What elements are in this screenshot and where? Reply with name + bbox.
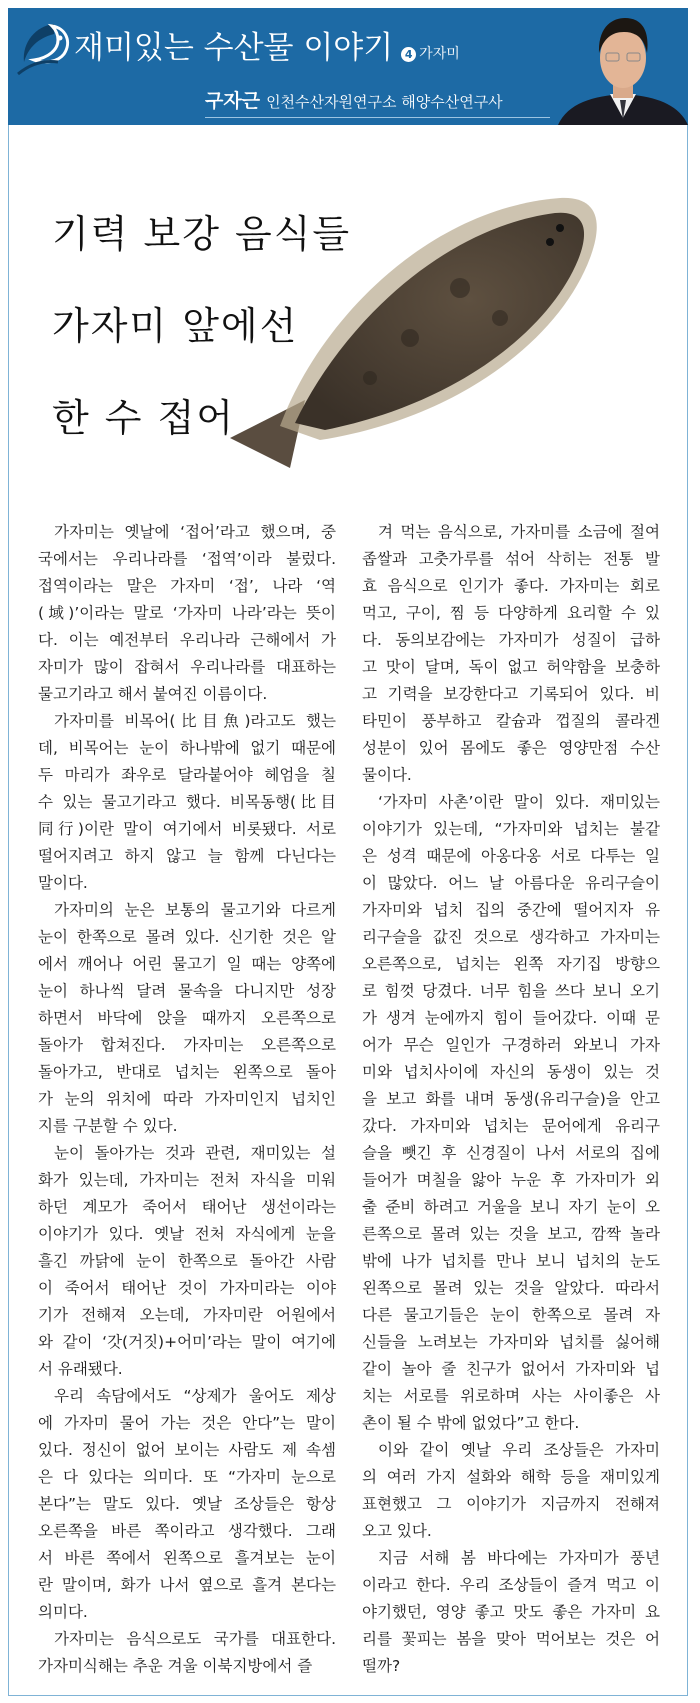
text-line: 기가 전해져 오는데, 가자미란 어원에서 bbox=[38, 1306, 336, 1324]
text-line: 하던 계모가 죽어서 태어난 생선이라는 bbox=[38, 1198, 336, 1216]
text-line: 자미가 많이 잡혀서 우리나라를 대표하는 bbox=[38, 658, 336, 676]
text-line: 가자미는 음식으로도 국가를 대표한다. bbox=[54, 1630, 336, 1648]
text-line: 수 있는 물고기라고 했다. 비목동행(比目 bbox=[38, 793, 336, 811]
text-line: 화가 있는데, 가자미는 전처 자식을 미워 bbox=[38, 1171, 336, 1189]
article-column-left bbox=[38, 519, 336, 1680]
text-line: 왼쪽으로 몰려 있는 것을 알았다. 따라서 bbox=[362, 1279, 660, 1297]
text-line: 우리 속담에서도 “상제가 울어도 제상 bbox=[54, 1387, 336, 1405]
text-line: 미와 넙치사이에 자신의 동생이 있는 것 bbox=[362, 1063, 660, 1081]
series-title-row bbox=[74, 22, 460, 67]
text-line: 있다. 정신이 없어 보이는 사람도 제 속셈 bbox=[38, 1441, 336, 1459]
text-line: 오른쪽으로, 넙치는 왼쪽 자기집 방향으 bbox=[362, 955, 660, 973]
text-line: 지금 서해 봄 바다에는 가자미가 풍년 bbox=[378, 1549, 660, 1567]
text-line: 오른쪽을 바른 쪽이라고 생각했다. 그래 bbox=[38, 1522, 336, 1540]
text-line: 다. 동의보감에는 가자미가 성질이 급하 bbox=[362, 631, 660, 649]
text-line: 눈이 하나씩 달려 물속을 다니지만 성장 bbox=[38, 982, 336, 1000]
episode-title: 가자미 bbox=[419, 46, 460, 62]
text-line: 른쪽으로 몰려 있는 것을 보고, 깜짝 놀라 bbox=[362, 1225, 660, 1243]
text-line: (域)’이라는 말로 ‘가자미 나라’라는 뜻이 bbox=[38, 604, 336, 622]
text-line: 본다”는 말도 있다. 옛날 조상들은 항상 bbox=[38, 1495, 336, 1513]
text-line: 먹고, 구이, 찜 등 다양하게 요리할 수 있 bbox=[362, 604, 660, 622]
author-name: 구자근 bbox=[205, 90, 261, 112]
text-line: 가 생겨 눈에까지 힘이 들어갔다. 이때 문 bbox=[362, 1009, 660, 1027]
text-line: 눈이 돌아가는 것과 관련, 재미있는 설 bbox=[54, 1144, 336, 1162]
episode-label bbox=[401, 43, 460, 63]
text-line: 란 말이며, 화가 나서 옆으로 흘겨 본다는 bbox=[38, 1576, 336, 1594]
headline-line: 기력 보강 음식들 bbox=[52, 212, 352, 256]
text-line: 출 준비 하려고 거울을 보니 자기 눈이 오 bbox=[362, 1198, 660, 1216]
text-line: 가자미를 비목어(比目魚)라고도 했는 bbox=[54, 712, 336, 730]
text-line: 어가 무슨 일인가 구경하러 와보니 가자 bbox=[362, 1036, 660, 1054]
text-line: 국에서는 우리나라를 ‘접역’이라 불렀다. bbox=[38, 550, 336, 568]
text-line: 이 죽어서 태어난 것이 가자미라는 이야 bbox=[38, 1279, 336, 1297]
text-line: 촌이 될 수 밖에 없었다”고 한다. bbox=[362, 1414, 580, 1432]
text-line: 데, 비목어는 눈이 하나밖에 없기 때문에 bbox=[38, 739, 336, 757]
text-line: 이 많았다. 어느 날 아름다운 유리구슬이 bbox=[362, 874, 660, 892]
text-line: 고 맛이 달며, 독이 없고 허약함을 보충하 bbox=[362, 658, 660, 676]
text-line: 가 눈의 위치에 따라 가자미인지 넙치인 bbox=[38, 1090, 336, 1108]
text-line: 떨까? bbox=[362, 1657, 401, 1675]
text-line: 와 같이 ‘갓(거짓)+어미’라는 말이 여기에 bbox=[38, 1333, 336, 1351]
flatfish-photo bbox=[210, 168, 610, 513]
text-line: ‘가자미 사촌’이란 말이 있다. 재미있는 bbox=[378, 793, 660, 811]
text-line: 물고기라고 해서 붙여진 이름이다. bbox=[38, 685, 268, 703]
text-line: 눈이 한쪽으로 몰려 있다. 신기한 것은 알 bbox=[38, 928, 336, 946]
text-line: 가자미는 옛날에 ‘접어’라고 했으며, 중 bbox=[54, 523, 336, 541]
text-line: 접역이라는 말은 가자미 ‘접’, 나라 ‘역 bbox=[38, 577, 336, 595]
text-line: 의미다. bbox=[38, 1603, 88, 1621]
text-line: 같이 놀아 줄 친구가 없어서 가자미와 넙 bbox=[362, 1360, 660, 1378]
fish-logo-icon bbox=[14, 18, 76, 78]
text-line: 좁쌀과 고춧가루를 섞어 삭히는 전통 발 bbox=[362, 550, 660, 568]
episode-number: 4 bbox=[401, 47, 416, 62]
text-line: 돌아가고, 반대로 넙치는 왼쪽으로 돌아 bbox=[38, 1063, 336, 1081]
text-line: 하면서 바닥에 앉을 때까지 오른쪽으로 bbox=[38, 1009, 336, 1027]
text-line: 밖에 나가 넙치를 만나 보니 넙치의 눈도 bbox=[362, 1252, 660, 1270]
text-line: 이라고 한다. 우리 조상들이 즐겨 먹고 이 bbox=[362, 1576, 660, 1594]
text-line: 지를 구분할 수 있다. bbox=[38, 1117, 178, 1135]
text-line: 의 여러 가지 설화와 해학 등을 재미있게 bbox=[362, 1468, 660, 1486]
text-line: 가자미의 눈은 보통의 물고기와 다르게 bbox=[54, 901, 336, 919]
text-line: 에서 깨어나 어린 물고기 일 때는 양쪽에 bbox=[38, 955, 336, 973]
headline-line: 가자미 앞에선 bbox=[52, 304, 299, 348]
text-line: 고 기력을 보강한다고 기록되어 있다. 비 bbox=[362, 685, 660, 703]
text-line: 슬을 뺏긴 후 신경질이 나서 서로의 집에 bbox=[362, 1144, 660, 1162]
text-line: 흘긴 까닭에 눈이 한쪽으로 돌아간 사람 bbox=[38, 1252, 336, 1270]
article-column-right bbox=[362, 519, 660, 1680]
text-line: 서 바른 쪽에서 왼쪽으로 흘겨보는 눈이 bbox=[38, 1549, 336, 1567]
text-line: 로 힘껏 당겼다. 너무 힘을 쓰다 보니 오기 bbox=[362, 982, 660, 1000]
text-line: 리구슬을 값진 것으로 생각하고 가자미는 bbox=[362, 928, 660, 946]
series-title: 재미있는 수산물 이야기 bbox=[74, 30, 394, 66]
text-line: 은 다 있다는 의미다. 또 “가자미 눈으로 bbox=[38, 1468, 336, 1486]
text-line: 떨어지려고 하지 않고 늘 함께 다닌다는 bbox=[38, 847, 336, 865]
text-line: 신들을 노려보는 가자미와 넙치를 싫어해 bbox=[362, 1333, 660, 1351]
author-photo bbox=[558, 8, 688, 125]
text-line: 가자미와 넙치 집의 중간에 떨어지자 유 bbox=[362, 901, 660, 919]
text-line: 오고 있다. bbox=[362, 1522, 432, 1540]
text-line: 은 성격 때문에 아옹다옹 서로 다투는 일 bbox=[362, 847, 660, 865]
text-line: 효 음식으로 인기가 좋다. 가자미는 회로 bbox=[362, 577, 660, 595]
text-line: 돌아가 합쳐진다. 가자미는 오른쪽으로 bbox=[38, 1036, 336, 1054]
text-line: 서 유래됐다. bbox=[38, 1360, 123, 1378]
text-line: 표현했고 그 이야기가 지금까지 전해져 bbox=[362, 1495, 660, 1513]
text-line: 겨 먹는 음식으로, 가자미를 소금에 절여 bbox=[378, 523, 660, 541]
text-line: 성분이 있어 몸에도 좋은 영양만점 수산 bbox=[362, 739, 660, 757]
headline-line: 한 수 접어 bbox=[52, 396, 235, 440]
author-affiliation: 인천수산자원연구소 해양수산연구사 bbox=[266, 93, 503, 111]
byline bbox=[205, 86, 550, 118]
text-line: 치는 서로를 위로하며 사는 사이좋은 사 bbox=[362, 1387, 660, 1405]
text-line: 이야기가 있는데, “가자미와 넙치는 불같 bbox=[362, 820, 660, 838]
text-line: 다. 이는 예전부터 우리나라 근해에서 가 bbox=[38, 631, 336, 649]
text-line: 가자미식해는 추운 겨울 이북지방에서 즐 bbox=[38, 1657, 313, 1675]
text-line: 두 마리가 좌우로 달라붙어야 헤엄을 칠 bbox=[38, 766, 336, 784]
text-line: 타민이 풍부하고 칼슘과 껍질의 콜라겐 bbox=[362, 712, 660, 730]
text-line: 을 보고 화를 내며 동생(유리구슬)을 안고 bbox=[362, 1090, 660, 1108]
text-line: 리를 꽃피는 봄을 맞아 먹어보는 것은 어 bbox=[362, 1630, 660, 1648]
text-line: 다른 물고기들은 눈이 한쪽으로 몰려 자 bbox=[362, 1306, 660, 1324]
text-line: 갔다. 가자미와 넙치는 문어에게 유리구 bbox=[362, 1117, 660, 1135]
text-line: 들어가 며칠을 앓아 누운 후 가자미가 외 bbox=[362, 1171, 660, 1189]
text-line: 同行)이란 말이 여기에서 비롯됐다. 서로 bbox=[38, 820, 336, 838]
text-line: 말이다. bbox=[38, 874, 88, 892]
text-line: 이와 같이 옛날 우리 조상들은 가자미 bbox=[378, 1441, 660, 1459]
text-line: 야기했던, 영양 좋고 맛도 좋은 가자미 요 bbox=[362, 1603, 660, 1621]
text-line: 물이다. bbox=[362, 766, 412, 784]
text-line: 에 가자미 물어 가는 것은 안다”는 말이 bbox=[38, 1414, 336, 1432]
text-line: 이야기가 있다. 옛날 전처 자식에게 눈을 bbox=[38, 1225, 336, 1243]
